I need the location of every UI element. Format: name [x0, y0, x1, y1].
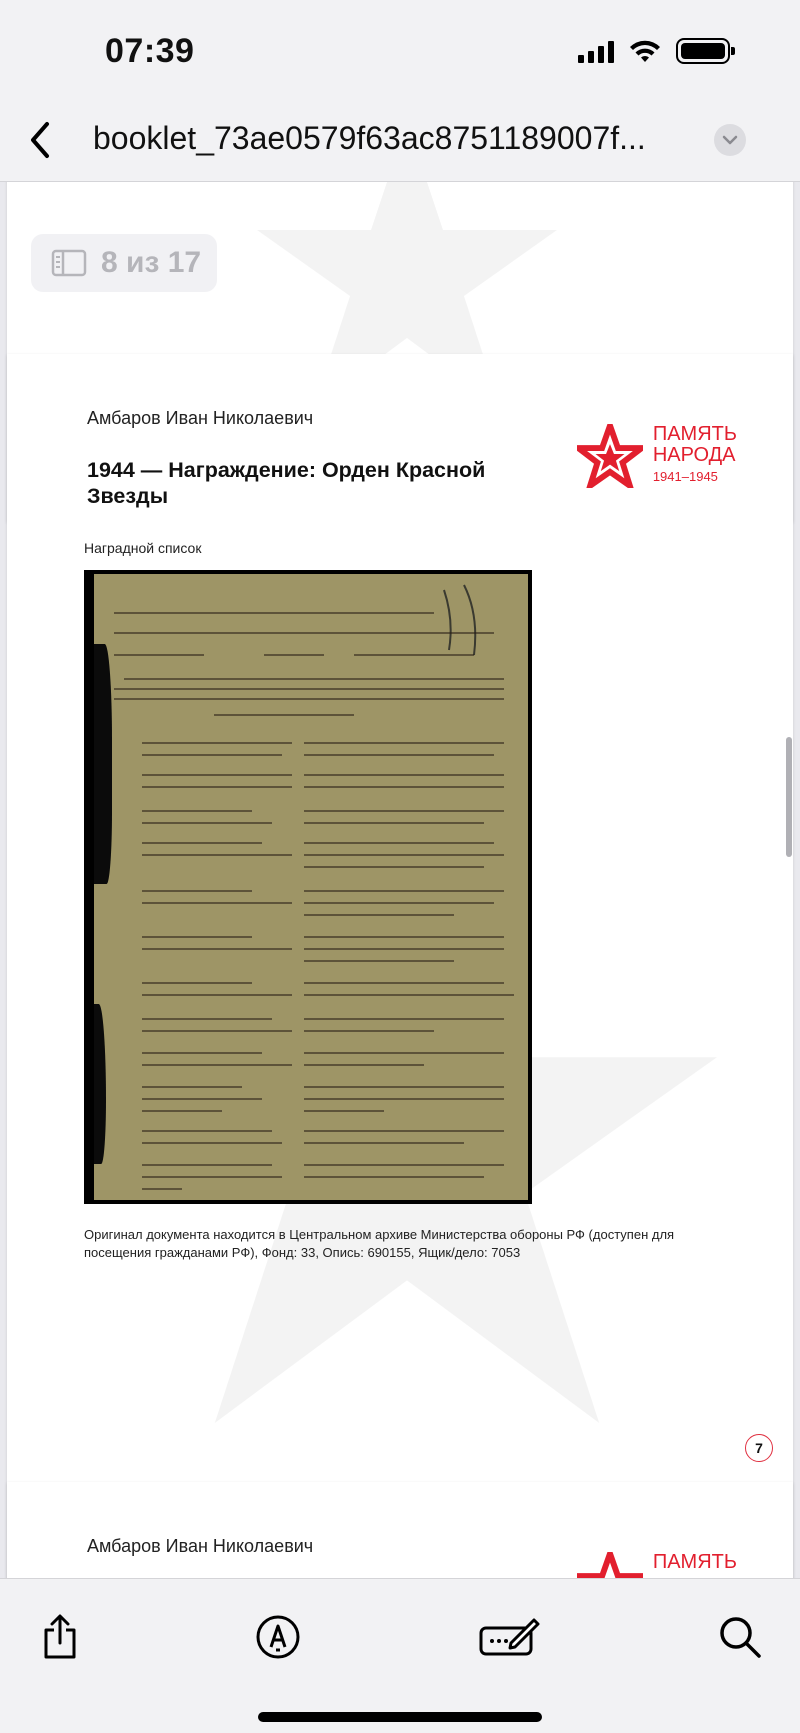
cellular-signal-icon — [578, 39, 614, 63]
scan-paper — [94, 574, 528, 1200]
document-viewer[interactable] — [0, 182, 800, 1578]
scanned-award-document[interactable] — [84, 570, 532, 1204]
logo-line-1: ПАМЯТЬ — [652, 423, 737, 445]
scan-edge-damage — [94, 644, 112, 884]
document-label: Наградной список — [84, 540, 202, 556]
chevron-left-icon — [29, 121, 51, 159]
markup-button[interactable] — [250, 1609, 306, 1665]
logo-years: 1941–1945 — [652, 469, 718, 484]
sidebar-icon — [51, 249, 87, 277]
red-star-icon — [577, 424, 643, 488]
award-title: 1944 — Награждение: Орден Красной Звезды — [87, 458, 486, 508]
archive-caption: Оригинал документа находится в Центральном архиве Министерства обороны РФ (доступен для посещения гражданами РФ), Фонд: 33, Опись: 690155, Ящик/дело: 7053 — [84, 1227, 675, 1260]
navigation-bar — [0, 100, 800, 182]
logo-line-1: ПАМЯТЬ — [652, 1551, 737, 1573]
status-time: 07:39 — [105, 32, 195, 70]
document-page — [7, 354, 793, 1578]
logo-line-2: НАРОДА — [652, 444, 736, 466]
signature-icon — [478, 1615, 540, 1659]
status-icons — [578, 38, 730, 64]
document-title[interactable]: booklet_73ae0579f63ac8751189007f... — [93, 120, 646, 156]
share-icon — [40, 1614, 80, 1660]
status-bar — [0, 0, 800, 100]
pen-mark — [434, 580, 494, 660]
battery-icon — [676, 38, 730, 64]
document-page — [7, 1482, 793, 1578]
page-number: 7 — [745, 1434, 773, 1462]
scroll-indicator[interactable] — [786, 737, 792, 857]
person-name: Амбаров Иван Николаевич — [87, 408, 314, 428]
pamyat-naroda-logo — [577, 424, 737, 488]
person-name: Амбаров Иван Николаевич — [87, 1536, 314, 1556]
home-indicator[interactable] — [258, 1712, 542, 1722]
title-menu-button[interactable] — [714, 124, 746, 156]
markup-icon — [255, 1614, 301, 1660]
pamyat-naroda-logo — [577, 1552, 737, 1578]
wifi-icon — [628, 38, 662, 64]
back-button[interactable] — [18, 114, 62, 166]
signature-button[interactable] — [476, 1609, 542, 1665]
search-icon — [718, 1615, 762, 1659]
red-star-icon — [577, 1552, 643, 1578]
chevron-down-icon — [722, 135, 738, 145]
page-indicator-text: 8 из 17 — [101, 246, 202, 279]
scan-edge-damage — [94, 1004, 106, 1164]
share-button[interactable] — [32, 1609, 88, 1665]
page-indicator[interactable] — [31, 234, 217, 292]
bottom-toolbar — [0, 1578, 800, 1733]
search-button[interactable] — [712, 1609, 768, 1665]
